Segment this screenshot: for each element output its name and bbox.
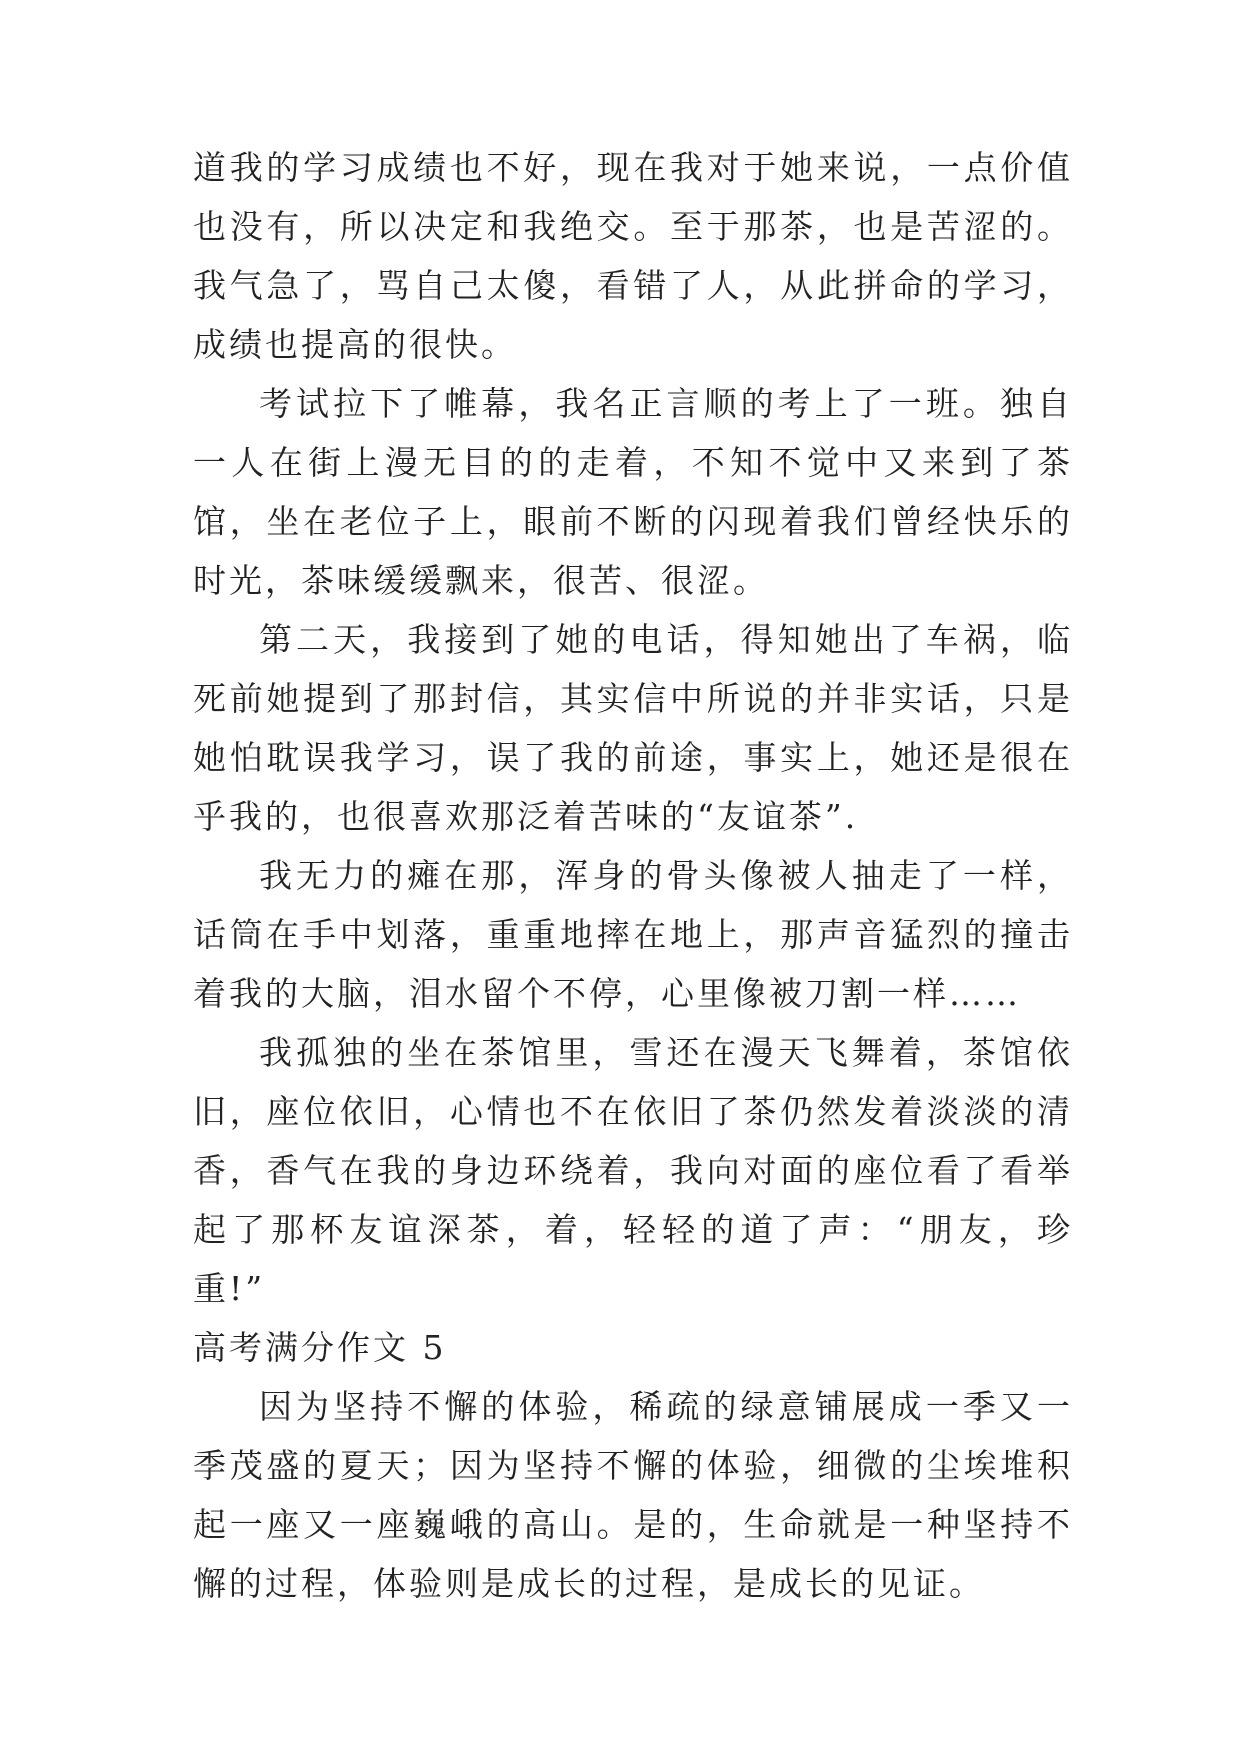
paragraph: 考试拉下了帷幕，我名正言顺的考上了一班。独自一人在街上漫无目的的走着，不知不觉中又来到了茶馆，坐在老位子上，眼前不断的闪现着我们曾经快乐的时光，茶味缓缓飘来，很苦、很涩。	[193, 384, 1073, 600]
paragraph: 我孤独的坐在茶馆里，雪还在漫天飞舞着，茶馆依旧，座位依旧，心情也不在依旧了茶仍然发着淡淡的清香，香气在我的身边环绕着，我向对面的座位看了看举起了那杯友谊深茶，着，轻轻的道了声：“朋友，珍重!”	[193, 1033, 1073, 1308]
document-body	[193, 138, 1073, 1613]
section-heading: 高考满分作文 5	[193, 1328, 447, 1367]
paragraph: 因为坚持不懈的体验，稀疏的绿意铺展成一季又一季茂盛的夏天；因为坚持不懈的体验，细微的尘埃堆积起一座又一座巍峨的高山。是的，生命就是一种坚持不懈的过程，体验则是成长的过程，是成长的见证。	[193, 1387, 1073, 1603]
paragraph: 第二天，我接到了她的电话，得知她出了车祸，临死前她提到了那封信，其实信中所说的并非实话，只是她怕耽误我学习，误了我的前途，事实上，她还是很在乎我的，也很喜欢那泛着苦味的“友谊茶”.	[193, 620, 1073, 836]
paragraph: 道我的学习成绩也不好，现在我对于她来说，一点价值也没有，所以决定和我绝交。至于那茶，也是苦涩的。我气急了，骂自己太傻，看错了人，从此拼命的学习，成绩也提高的很快。	[193, 148, 1073, 364]
paragraph: 我无力的瘫在那，浑身的骨头像被人抽走了一样，话筒在手中划落，重重地摔在地上，那声音猛烈的撞击着我的大脑，泪水留个不停，心里像被刀割一样……	[193, 856, 1073, 1013]
